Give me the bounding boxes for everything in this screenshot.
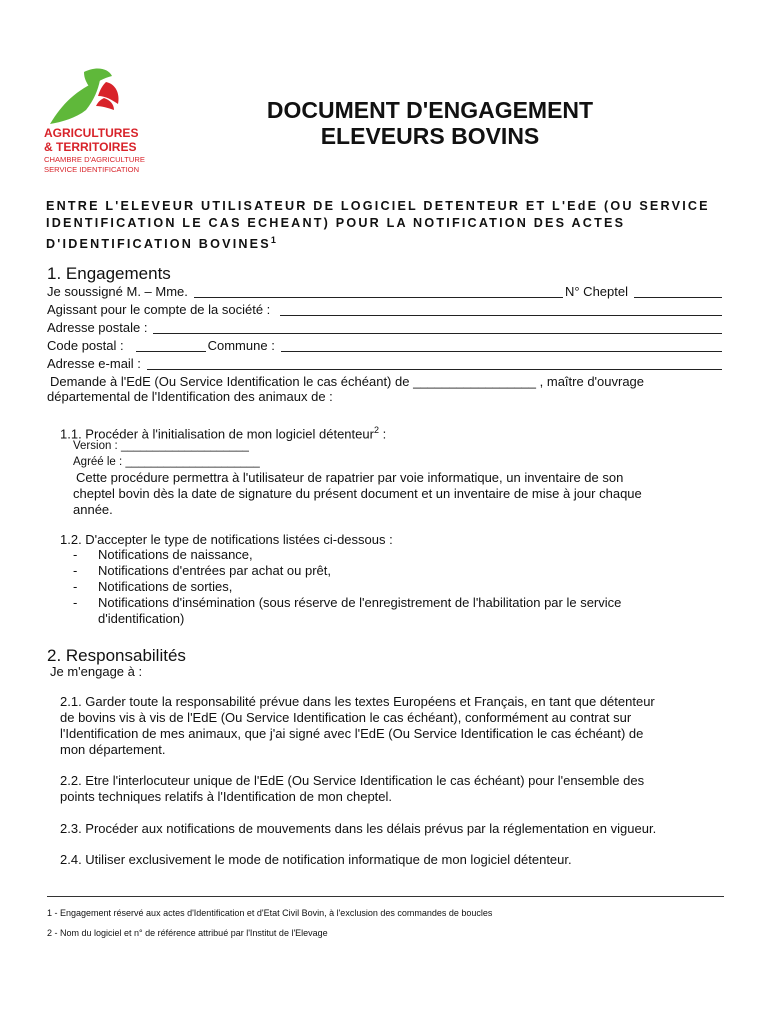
footnote-divider: [47, 896, 724, 897]
paragraph-line: de bovins vis à vis de l'EdE (Ou Service Identification le cas échéant), conformément au contrat sur: [60, 710, 632, 725]
item-1-1-text: 1.1. Procéder à l'initialisation de mon logiciel détenteur: [60, 426, 374, 442]
page-title: [180, 97, 680, 149]
version-label: Version :: [73, 440, 118, 452]
section1-heading: 1. Engagements: [47, 264, 171, 283]
agree-label: Agréé le :: [73, 456, 123, 468]
logo-line2: & TERRITOIRES: [44, 140, 137, 154]
demande-blank[interactable]: _________________: [413, 374, 537, 389]
notification-item-cont: d'identification): [98, 611, 185, 626]
notification-item: Notifications de sorties,: [98, 579, 233, 594]
code-postal-label: Code postal :: [47, 338, 124, 353]
engage-text: Je m'engage à :: [50, 664, 143, 679]
procedure-line3: année.: [73, 502, 113, 517]
intro-heading: [46, 198, 726, 253]
title-line1: DOCUMENT D'ENGAGEMENT: [266, 97, 594, 123]
notification-item: Notifications de naissance,: [98, 547, 253, 562]
paragraph-line: points techniques relatifs à l'Identification de mon cheptel.: [60, 789, 393, 804]
logo-emblem-icon: [44, 64, 156, 126]
footnote-1: 1 - Engagement réservé aux actes d'Identification et d'Etat Civil Bovin, à l'exclusion des commandes de boucles: [47, 908, 493, 918]
cheptel-label: N° Cheptel: [564, 284, 628, 299]
paragraph-2-2: [60, 773, 724, 805]
societe-label: Agissant pour le compte de la société :: [47, 302, 271, 317]
adresse-field[interactable]: [153, 321, 722, 334]
email-label: Adresse e-mail :: [47, 356, 141, 371]
paragraph-line: 2.1. Garder toute la responsabilité prévue dans les textes Européens et Français, en tant que détenteur: [60, 694, 655, 709]
commune-field[interactable]: [281, 339, 722, 352]
demande-text-a: Demande à l'EdE (Ou Service Identification le cas échéant) de: [50, 374, 410, 389]
bullet-dash: -: [73, 595, 78, 610]
procedure-text: [73, 470, 723, 518]
paragraph-2-3: 2.3. Procéder aux notifications de mouvements dans les délais prévus par la réglementation en vigueur.: [60, 821, 657, 836]
logo-line3: CHAMBRE D'AGRICULTURE: [44, 155, 145, 164]
demande-line1: [50, 374, 644, 390]
adresse-row: [47, 319, 724, 335]
commune-label: Commune :: [207, 338, 275, 353]
soussigne-field[interactable]: [194, 285, 563, 298]
paragraph-line: l'Identification de mes animaux, que j'ai signé avec l'EdE (Ou Service Identification le cas échéant) de: [60, 726, 644, 741]
agree-row: [73, 456, 260, 468]
notification-item: Notifications d'entrées par achat ou prêt,: [98, 563, 332, 578]
soussigne-label: Je soussigné M. – Mme.: [47, 284, 188, 299]
code-postal-field[interactable]: [136, 339, 206, 352]
demande-line2: départemental de l'Identification des animaux de :: [47, 389, 333, 404]
procedure-line1: Cette procédure permettra à l'utilisateur de rapatrier par voie informatique, un inventaire de son: [76, 470, 624, 485]
title-line2: ELEVEURS BOVINS: [320, 123, 540, 149]
notification-item: Notifications d'insémination (sous réserve de l'enregistrement de l'habilitation par le service: [98, 595, 622, 610]
footnote-ref-1: 1: [270, 235, 276, 245]
email-row: [47, 355, 724, 371]
intro-line3-wrap: [46, 232, 726, 253]
footnote-ref-2: 2: [373, 425, 379, 435]
paragraph-2-4: 2.4. Utiliser exclusivement le mode de notification informatique de mon logiciel détenteur.: [60, 852, 572, 867]
item-1-2: 1.2. D'accepter le type de notifications listées ci-dessous :: [60, 532, 393, 547]
bullet-dash: -: [73, 563, 78, 578]
cheptel-field[interactable]: [634, 285, 722, 298]
logo-line1: AGRICULTURES: [44, 126, 139, 140]
section2-heading: 2. Responsabilités: [47, 646, 186, 665]
code-postal-row: [47, 337, 724, 353]
paragraph-line: mon département.: [60, 742, 166, 757]
bullet-dash: -: [73, 547, 78, 562]
intro-line1: ENTRE L'ELEVEUR UTILISATEUR DE LOGICIEL DETENTEUR ET L'EdE (OU SERVICE: [46, 199, 710, 213]
intro-line3: D'IDENTIFICATION BOVINES: [46, 237, 271, 252]
paragraph-2-1: [60, 694, 724, 758]
societe-field[interactable]: [280, 303, 722, 316]
version-row: [73, 440, 249, 452]
intro-line2: IDENTIFICATION LE CAS ECHEANT) POUR LA NOTIFICATION DES ACTES: [46, 216, 626, 230]
adresse-label: Adresse postale :: [47, 320, 148, 335]
logo: [44, 64, 156, 176]
paragraph-line: 2.2. Etre l'interlocuteur unique de l'EdE (Ou Service Identification le cas échéant) pour l'ensemble des: [60, 773, 645, 788]
agree-field[interactable]: _____________________: [125, 456, 260, 468]
item-1-1-end: :: [378, 426, 387, 442]
soussigne-row: [47, 283, 724, 299]
version-field[interactable]: ____________________: [120, 440, 249, 452]
email-field[interactable]: [147, 357, 722, 370]
bullet-dash: -: [73, 579, 78, 594]
procedure-line2: cheptel bovin dès la date de signature du présent document et un inventaire de mise à jour chaque: [73, 486, 642, 501]
societe-row: [47, 301, 724, 317]
demande-text-b: , maître d'ouvrage: [539, 374, 645, 389]
logo-line4: SERVICE IDENTIFICATION: [44, 165, 140, 174]
footnote-2: 2 - Nom du logiciel et n° de référence attribué par l'Institut de l'Elevage: [47, 928, 328, 938]
